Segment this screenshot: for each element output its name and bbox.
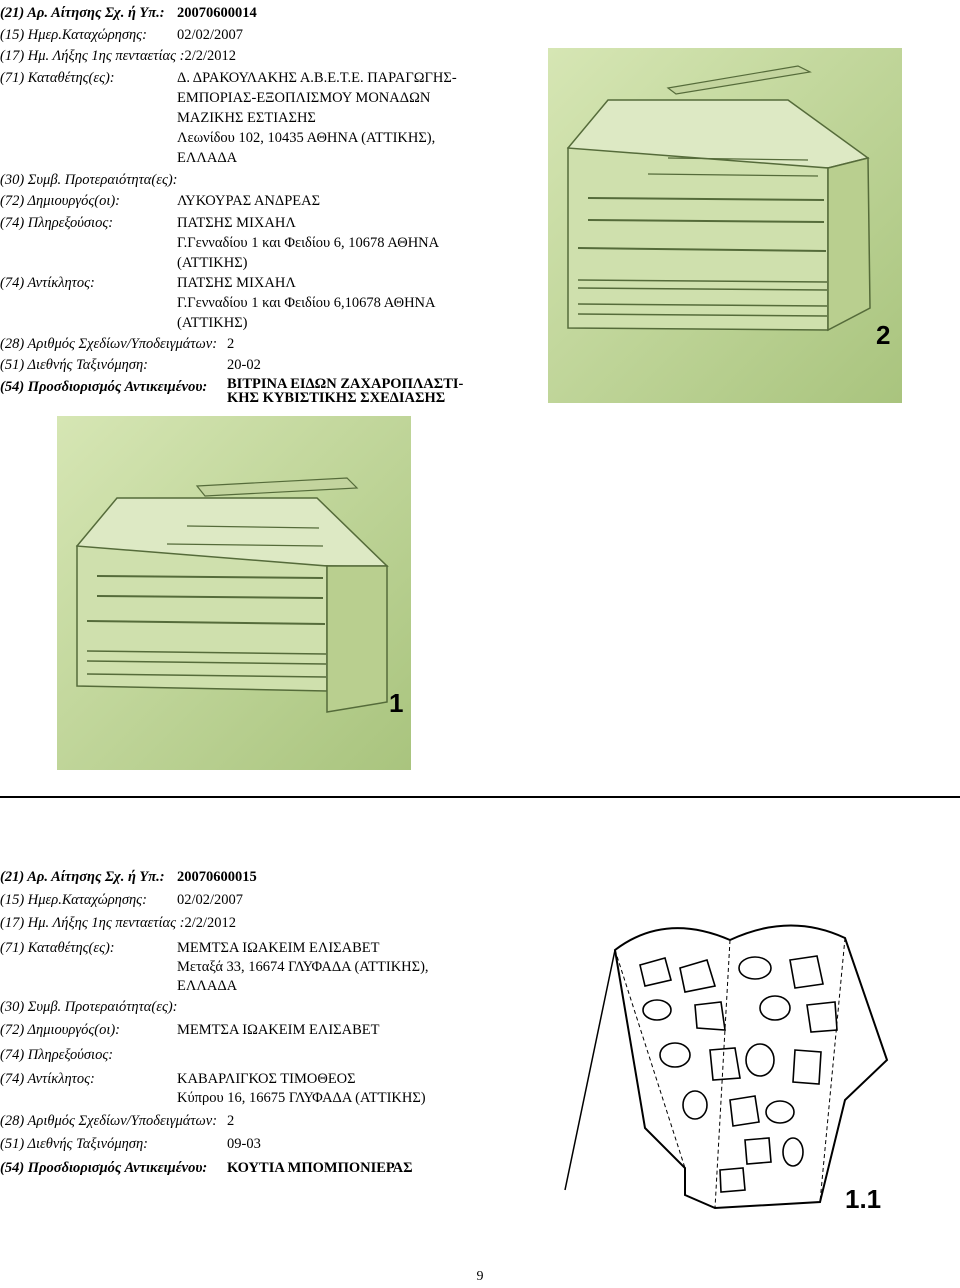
applicant-line: Δ. ΔΡΑΚΟΥΛΑΚΗΣ Α.Β.Ε.Τ.Ε. ΠΑΡΑΓΩΓΗΣ- [177,70,457,86]
drawings-label: (28) Αριθμός Σχεδίων/Υποδειγμάτων: [0,336,218,352]
product-label: (54) Προσδιορισμός Αντικειμένου: [0,1160,208,1176]
applicant-label: (71) Καταθέτης(ες): [0,70,115,86]
figure-display-case-2 [548,48,902,403]
page-number: 9 [476,1269,484,1284]
drawings-value: 2 [227,336,235,352]
filing-label: (15) Ημερ.Καταχώρησης: [0,27,147,43]
agent-line: (ΑΤΤΙΚΗΣ) [177,315,248,331]
creator-value: ΜΕΜΤΣΑ ΙΩΑΚΕΙΜ ΕΛΙΣΑΒΕΤ [177,1022,380,1038]
attorney-line: (ΑΤΤΙΚΗΣ) [177,255,248,271]
agent-line: Γ.Γενναδίου 1 και Φειδίου 6,10678 ΑΘΗΝΑ [177,295,436,311]
class-value: 20-02 [227,357,261,373]
priority-label: (30) Συμβ. Προτεραιότητα(ες): [0,172,178,188]
expiry-label: (17) Ημ. Λήξης 1ης πενταετίας : [0,915,185,931]
app-no-value: 20070600015 [177,869,257,885]
expiry-line [0,47,236,65]
attorney-line: ΠΑΤΣΗΣ ΜΙΧΑΗΛ [177,215,296,231]
figure-box-template [545,890,900,1237]
expiry-line [0,914,236,932]
attorney-line: Γ.Γενναδίου 1 και Φειδίου 6, 10678 ΑΘΗΝΑ [177,235,440,251]
creator-label: (72) Δημιουργός(οι): [0,1022,121,1038]
agent-line: ΚΑΒΑΡΛΙΓΚΟΣ ΤΙΜΟΘΕΟΣ [177,1071,356,1087]
applicant-line: Μεταξά 33, 16674 ΓΛΥΦΑΔΑ (ΑΤΤΙΚΗΣ), [177,959,429,975]
attorney-label: (74) Πληρεξούσιος: [0,215,114,231]
priority-label: (30) Συμβ. Προτεραιότητα(ες): [0,999,178,1015]
figure-display-case-1 [57,416,411,770]
attorney-label: (74) Πληρεξούσιος: [0,1047,114,1063]
applicant-label: (71) Καταθέτης(ες): [0,940,115,956]
app-no-label: (21) Αρ. Αίτησης Σχ. ή Υπ.: [0,869,165,885]
filing-date: 02/02/2007 [177,27,244,43]
record-divider [0,796,960,798]
agent-line: ΠΑΤΣΗΣ ΜΙΧΑΗΛ [177,275,296,291]
expiry-date: 2/2/2012 [184,48,236,64]
applicant-line: Λεωνίδου 102, 10435 ΑΘΗΝΑ (ΑΤΤΙΚΗΣ), [177,130,436,146]
agent-line: Κύπρου 16, 16675 ΓΛΥΦΑΔΑ (ΑΤΤΙΚΗΣ) [177,1090,426,1106]
class-value: 09-03 [227,1136,261,1152]
agent-label: (74) Αντίκλητος: [0,275,95,291]
figure-number-2: 2 [876,320,891,350]
applicant-line: ΕΛΛΑΔΑ [177,150,238,166]
expiry-label: (17) Ημ. Λήξης 1ης πενταετίας : [0,48,185,64]
figure-number-1-1: 1.1 [845,1184,882,1214]
display-case-drawing [548,48,902,403]
applicant-line: ΜΕΜΤΣΑ ΙΩΑΚΕΙΜ ΕΛΙΣΑΒΕΤ [177,940,380,956]
class-label: (51) Διεθνής Ταξινόμηση: [0,1136,148,1152]
applicant-line: ΜΑΖΙΚΗΣ ΕΣΤΙΑΣΗΣ [177,110,316,126]
filing-date: 02/02/2007 [177,892,244,908]
creator-label: (72) Δημιουργός(οι): [0,193,121,209]
app-no-label: (21) Αρ. Αίτησης Σχ. ή Υπ.: [0,5,165,21]
agent-label: (74) Αντίκλητος: [0,1071,95,1087]
display-case-drawing [57,416,411,770]
figure-number-1: 1 [389,688,404,718]
drawings-value: 2 [227,1113,235,1129]
product-line: ΚΗΣ ΚΥΒΙΣΤΙΚΗΣ ΣΧΕΔΙΑΣΗΣ [227,390,446,406]
product-value: ΚΟΥΤΙΑ ΜΠΟΜΠΟΝΙΕΡΑΣ [227,1160,413,1176]
creator-value: ΛΥΚΟΥΡΑΣ ΑΝΔΡΕΑΣ [177,193,321,209]
app-no-value: 20070600014 [177,5,257,21]
filing-label: (15) Ημερ.Καταχώρησης: [0,892,147,908]
product-line: ΒΙΤΡΙΝΑ ΕΙΔΩΝ ΖΑΧΑΡΟΠΛΑΣΤΙ- [227,376,464,392]
class-label: (51) Διεθνής Ταξινόμηση: [0,357,148,373]
product-label: (54) Προσδιορισμός Αντικειμένου: [0,379,208,395]
box-template-drawing [545,890,900,1237]
applicant-line: ΕΜΠΟΡΙΑΣ-ΕΞΟΠΛΙΣΜΟΥ ΜΟΝΑΔΩΝ [177,90,431,106]
expiry-date: 2/2/2012 [184,915,236,931]
applicant-line: ΕΛΛΑΔΑ [177,978,238,994]
drawings-label: (28) Αριθμός Σχεδίων/Υποδειγμάτων: [0,1113,218,1129]
